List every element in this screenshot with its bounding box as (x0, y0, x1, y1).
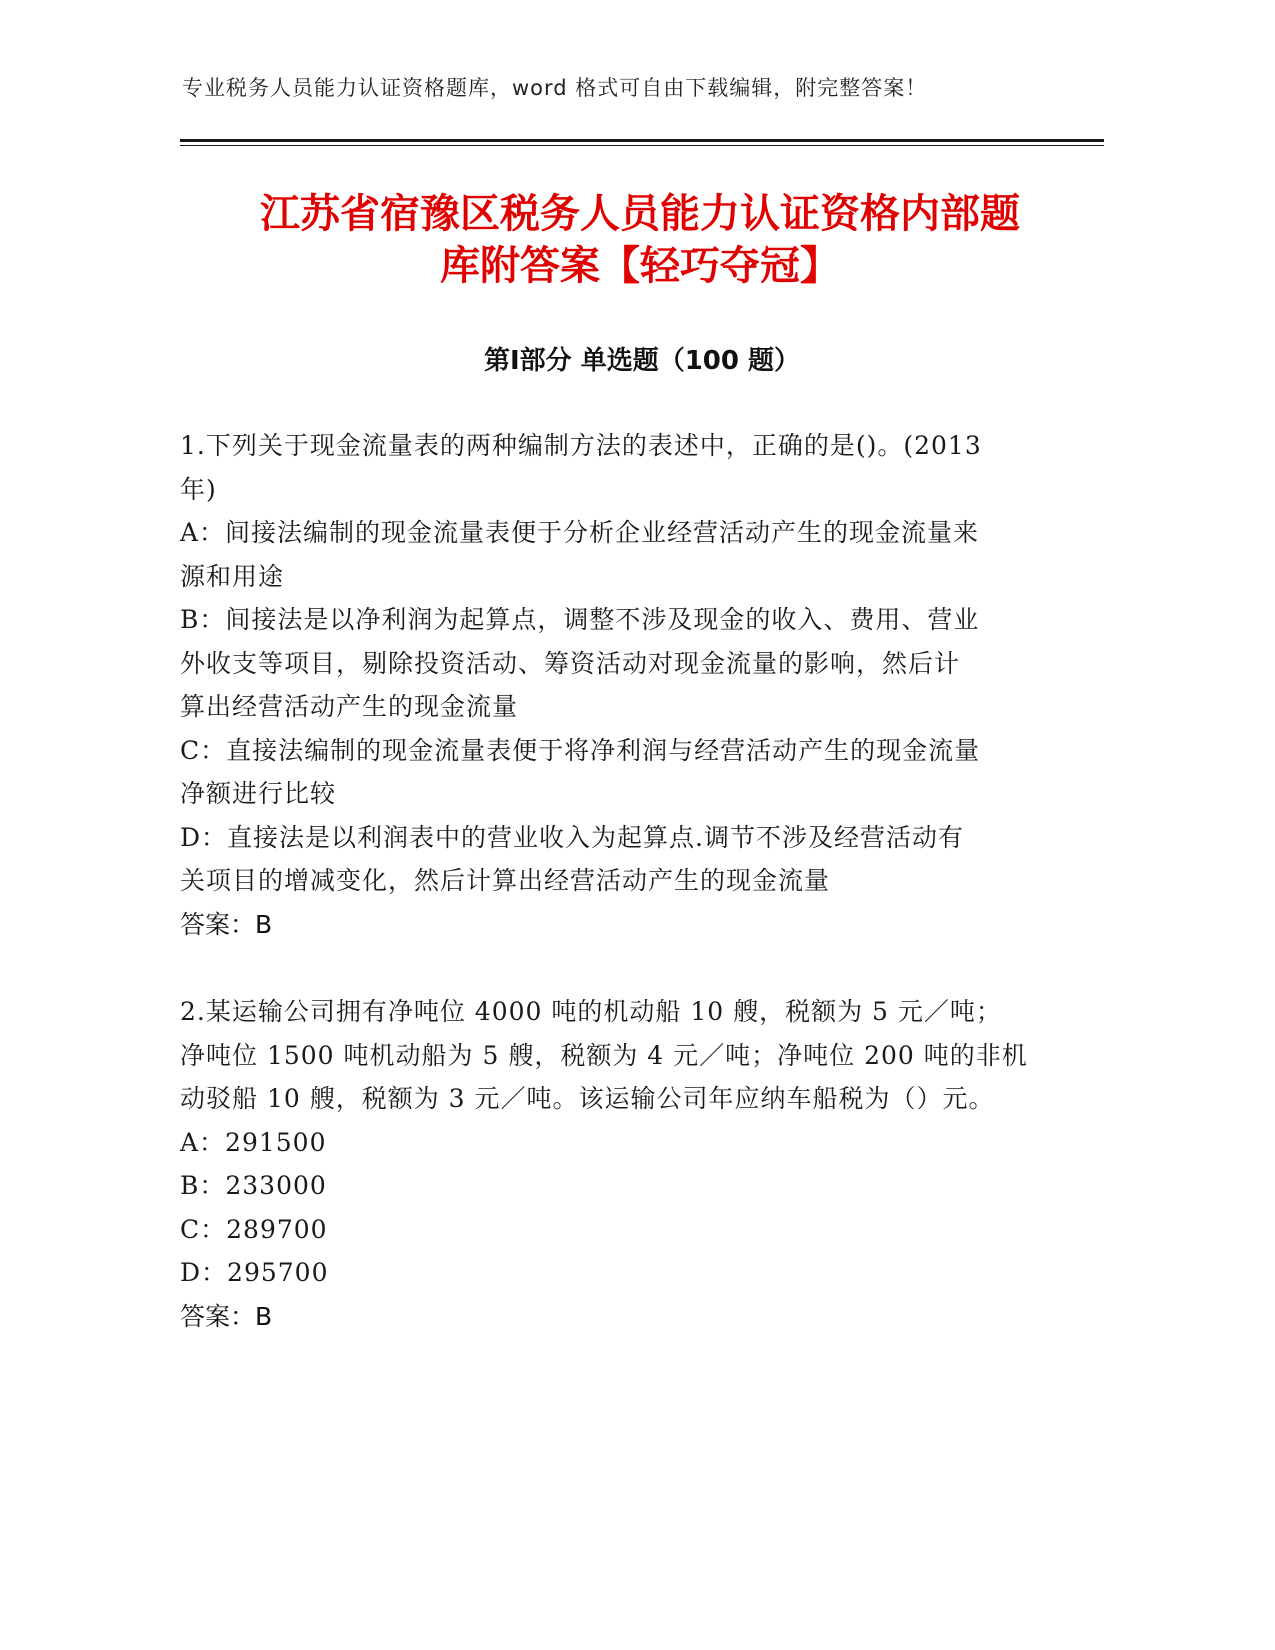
document-title-line-1: 江苏省宿豫区税务人员能力认证资格内部题 (260, 191, 1020, 237)
option-b (180, 598, 1040, 729)
question-stem-line: 1.下列关于现金流量表的两种编制方法的表述中，正确的是()。(2013 (180, 431, 982, 460)
question-stem-line: 动驳船 10 艘，税额为 3 元／吨。该运输公司年应纳车船税为（）元。 (180, 1084, 995, 1113)
option-b: B：233000 (180, 1171, 327, 1200)
option-line: 源和用途 (180, 561, 285, 591)
answer-label: 答案：B (180, 1301, 273, 1331)
document-title (150, 188, 1130, 292)
question-2 (180, 990, 1040, 1338)
option-line: B：间接法是以净利润为起算点，调整不涉及现金的收入、费用、营业 (180, 605, 980, 634)
option-c (180, 729, 1040, 816)
answer-label: 答案：B (180, 909, 273, 939)
option-line: C：直接法编制的现金流量表便于将净利润与经营活动产生的现金流量 (180, 735, 981, 765)
option-line: 净额进行比较 (180, 779, 337, 808)
question-list (180, 424, 1040, 1338)
option-a (180, 511, 1040, 598)
header-divider-thin (180, 145, 1104, 146)
question-1 (180, 424, 1040, 946)
option-line: 算出经营活动产生的现金流量 (180, 692, 519, 721)
option-c: C：289700 (180, 1214, 328, 1244)
option-line: 关项目的增减变化，然后计算出经营活动产生的现金流量 (180, 866, 831, 895)
document-title-line-2: 库附答案【轻巧夺冠】 (440, 243, 840, 289)
option-d: D：295700 (180, 1258, 329, 1287)
option-d (180, 816, 1040, 903)
question-stem-line: 净吨位 1500 吨机动船为 5 艘，税额为 4 元／吨；净吨位 200 吨的非机 (180, 1040, 1028, 1070)
question-stem-line: 2.某运输公司拥有净吨位 4000 吨的机动船 10 艘，税额为 5 元／吨； (180, 997, 1002, 1026)
header-divider-thick (180, 139, 1104, 142)
header-note: 专业税务人员能力认证资格题库，word 格式可自由下载编辑，附完整答案！ (182, 76, 928, 100)
option-line: A：间接法编制的现金流量表便于分析企业经营活动产生的现金流量来 (180, 518, 980, 547)
option-line: D：直接法是以利润表中的营业收入为起算点.调节不涉及经营活动有 (180, 822, 964, 852)
section-title: 第Ⅰ部分 单选题（100 题） (483, 346, 801, 376)
option-line: 外收支等项目，剔除投资活动、筹资活动对现金流量的影响，然后计 (180, 648, 961, 678)
question-stem-line: 年) (180, 474, 217, 504)
option-a: A：291500 (180, 1127, 327, 1157)
